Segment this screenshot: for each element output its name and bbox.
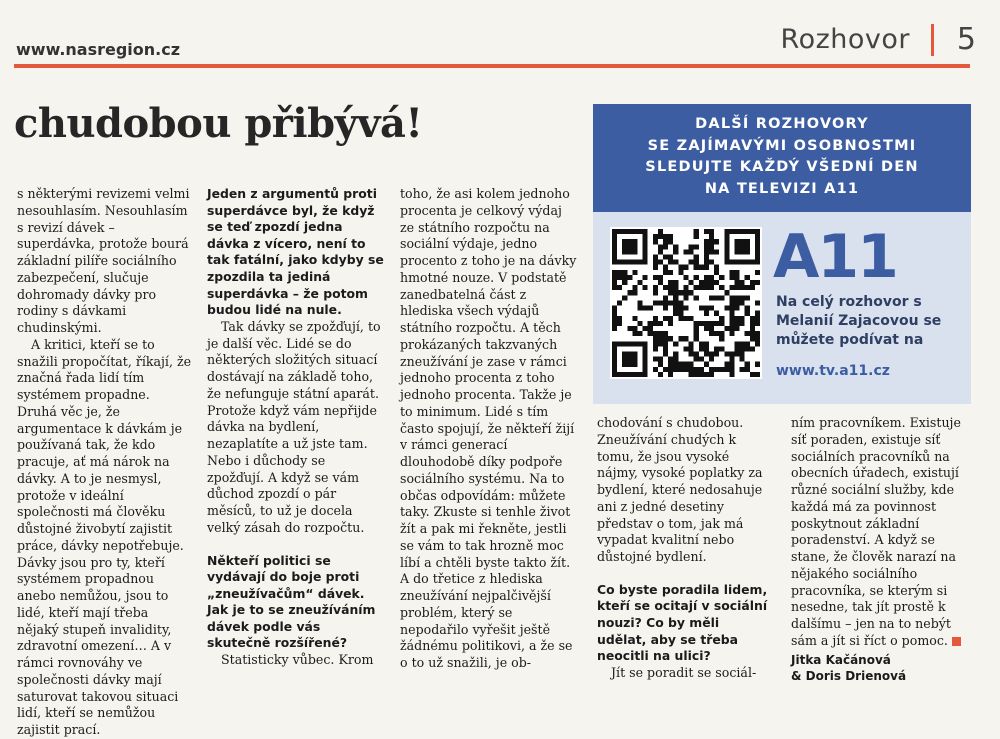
promo-line: DALŠÍ ROZHOVORY <box>695 116 869 132</box>
interview-answer: Tak dávky se zpožďují, to je další věc. Lidé se do některých složitých situací dostávají na základě toho, že nefunguje státní aparát. Protože když vám nepřijde dávka na bydlení, nezaplatíte a už jste tam. Nebo i důchody se zpožďují. A když se vám důchod zpozdí o pár měsíců, to už je docela velký zásah do rozpočtu. <box>207 318 381 535</box>
paragraph: toho, že asi kolem jednoho procenta je celkový výdaj ze státního rozpočtu na sociální výdaje, jedno procento z toho je na dávky hmotné nouze. V podstatě zanedbatelná část z hlediska všech výdajů státního rozpočtu. A těch prokázaných takzvaných zneužívání je zase v rámci jednoho procenta z toho jednoho procenta. Takže je to minimum. Lidé s tím často spojují, že někteří žijí v rámci generací dlouhodobě díky podpoře sociálního systému. Na to občas odpovídám: můžete taky. Zkuste si tenhle život žít a pak mi řekněte, jestli se vám to tak hrozně moc líbí a chtěli byste takto žít. A do třetice z hlediska zneužívání nejpalčivější problém, který se nepodařilo vyřešit ještě žádnému politikovi, a že se o to už snažili, je ob- <box>400 186 577 670</box>
headline: chudobou přibývá! <box>14 100 423 147</box>
interview-question: Někteří politici se vydávají do boje proti „zneužívačům“ dávek. Jak je to se zneužíváním dávek podle vás skutečně rozšířené? <box>207 552 376 651</box>
interview-question: Jeden z argumentů proti superdávce byl, že když se teď zpozdí jedna dávka z vícero, není to tak fatální, jako kdyby se zpozdila ta jediná superdávka – že potom budou lidé na nule. <box>207 186 384 318</box>
promo-line: SE ZAJÍMAVÝMI OSOBNOSTMI <box>647 137 917 154</box>
header-rule <box>14 64 970 68</box>
author-name: Jitka Kačánová <box>791 652 891 667</box>
section-divider <box>931 24 934 56</box>
promo-line: SLEDUJTE KAŽDÝ VŠEDNÍ DEN <box>645 159 919 175</box>
site-url: www.nasregion.cz <box>16 40 181 59</box>
tv-promo-box <box>593 104 971 404</box>
paragraph <box>791 415 971 650</box>
a11-logo: A11 <box>773 222 897 292</box>
interview-answer: Statisticky vůbec. Krom <box>221 652 374 668</box>
article-column-1 <box>17 186 193 739</box>
section-label: Rozhovor <box>780 24 910 55</box>
paragraph: s některými revizemi velmi nesouhlasím. Nesouhlasím s revizí dávek – superdávka, protože bourá základní pilíře sociálního zabezpečení, slučuje dohromady dávky pro rodiny s dávkami chudinskými. <box>17 186 190 335</box>
promo-headline <box>593 114 971 200</box>
interview-answer: Jít se poradit se sociál- <box>611 664 757 680</box>
qr-code-icon[interactable] <box>610 227 762 379</box>
article-column-4 <box>597 415 772 681</box>
promo-note: Na celý rozhovor s Melanií Zajacovou se můžete podívat na <box>776 294 942 348</box>
article-column-2 <box>207 186 384 669</box>
author-name: & Doris Drienová <box>791 668 907 683</box>
closing-text: ním pracovníkem. Existuje síť poraden, existuje síť sociálních pracovníků na obecních úřadech, existují různé sociální služby, kde každá má za povinnost poskytnout základní poradenství. A když se stane, že člověk narazí na nějakého sociálního pracovníka, se kterým si nesedne, tak jít prostě k dalšímu – jen na to nebýt sám a jít si říct o pomoc. <box>791 415 961 648</box>
interview-question: Co byste poradila lidem, kteří se ocitají v sociální nouzi? Co by měli udělat, aby se třeba neocitli na ulici? <box>597 581 768 664</box>
promo-url[interactable]: www.tv.a11.cz <box>776 363 890 379</box>
article-column-5 <box>791 415 971 684</box>
paragraph: A kritici, kteří se to snažili propočítat, říkají, že značná řada lidí tím systémem propadne. Druhá věc je, že argumentace k dávkám je používaná tak, že kdo pracuje, ať má nárok na dávky. A to je nesmysl, protože v ideální společnosti má člověku důstojné živobytí zajistit práce, dávky nepotřebuje. Dávky jsou pro ty, kteří systémem propadnou anebo nemůžou, jsou to lidé, kteří mají třeba nějaký stupeň invalidity, zdravotní omezení… A v rámci rovnováhy ve společnosti dávky mají saturovat takovou situaci lidí, kteří se nemůžou zajistit prací. <box>17 336 192 737</box>
page-number: 5 <box>956 22 976 57</box>
promo-line: NA TELEVIZI A11 <box>704 180 860 197</box>
article-column-3 <box>400 186 579 672</box>
paragraph: chodování s chudobou. Zneužívání chudých k tomu, že jsou vysoké nájmy, vysoké poplatky za bydlení, které nedosahuje ani z jedné desetiny představ o tom, jak má vypadat kvalitní nebo důstojné bydlení. <box>597 415 763 564</box>
end-mark <box>952 637 961 646</box>
